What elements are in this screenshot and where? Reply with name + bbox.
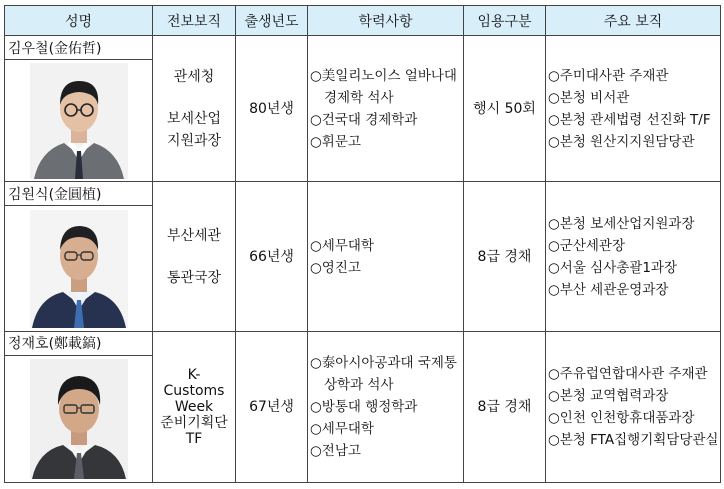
post-line: 관세청 xyxy=(173,68,215,85)
career-line: ○본청 비서관 xyxy=(548,89,630,106)
table-row xyxy=(5,36,721,60)
appointment-type: 8급 경채 xyxy=(464,182,546,331)
career-line: ○부산 세관운영과장 xyxy=(548,281,669,298)
education-line: ○휘문고 xyxy=(310,133,361,150)
post-line: TF xyxy=(185,430,203,447)
table-row xyxy=(5,182,721,206)
appointment-type: 8급 경채 xyxy=(464,331,546,482)
education-line: 경제학 석사 xyxy=(324,89,394,106)
personnel-table xyxy=(4,5,721,483)
education-line: ○전남고 xyxy=(310,442,361,459)
birth-year: 66년생 xyxy=(236,182,308,331)
person-name: 정재호(鄭載鎬) xyxy=(5,331,153,355)
career-cell xyxy=(546,182,721,331)
birth-year: 80년생 xyxy=(236,36,308,182)
post-line: K- xyxy=(187,366,201,383)
person-name: 김우철(金佑哲) xyxy=(5,36,153,60)
education-line: ○세무대학 xyxy=(310,237,374,254)
education-cell xyxy=(308,331,464,482)
career-line: ○본청 관세법령 선진화 T/F xyxy=(548,111,711,128)
portrait-icon xyxy=(30,63,128,179)
header-appointment: 임용구분 xyxy=(464,6,546,36)
post-cell xyxy=(153,331,236,482)
education-line: ○세무대학 xyxy=(310,420,374,437)
post-cell xyxy=(153,182,236,331)
header-name: 성명 xyxy=(5,6,153,36)
post-line: 통관국장 xyxy=(166,269,222,286)
education-cell xyxy=(308,36,464,182)
career-line: ○서울 심사총괄1과장 xyxy=(548,259,677,276)
portrait-icon xyxy=(30,210,128,328)
appointment-type: 행시 50회 xyxy=(464,36,546,182)
birth-year: 67년생 xyxy=(236,331,308,482)
career-line: ○본청 교역협력과장 xyxy=(548,387,669,404)
table-row xyxy=(5,331,721,355)
post-line: 부산세관 xyxy=(166,227,222,244)
career-line: ○군산세관장 xyxy=(548,237,625,254)
career-cell xyxy=(546,36,721,182)
career-line: ○본청 원산지지원담당관 xyxy=(548,133,695,150)
education-line: ○방통대 행정학과 xyxy=(310,398,418,415)
header-post: 전보보직 xyxy=(153,6,236,36)
career-line: ○인천 인천항휴대품과장 xyxy=(548,409,695,426)
education-line: 상학과 석사 xyxy=(324,376,394,393)
career-cell xyxy=(546,331,721,482)
post-line: Customs xyxy=(163,382,225,399)
portrait-icon xyxy=(30,359,128,479)
education-line: ○美일리노이스 얼바나대 xyxy=(310,67,457,84)
portrait-photo xyxy=(5,355,153,482)
education-line: ○泰아시아공과대 국제통 xyxy=(310,354,457,371)
career-line: ○주유럽연합대사관 주재관 xyxy=(548,365,708,382)
education-cell xyxy=(308,182,464,331)
portrait-photo xyxy=(5,206,153,331)
post-line: 준비기획단 xyxy=(160,414,228,431)
post-line: 지원과장 xyxy=(166,132,222,149)
header-birth: 출생년도 xyxy=(236,6,308,36)
portrait-photo xyxy=(5,60,153,182)
education-line: ○건국대 경제학과 xyxy=(310,111,418,128)
post-line: 보세산업 xyxy=(166,110,222,127)
post-line: Week xyxy=(174,398,214,415)
person-name: 김원식(金圓植) xyxy=(5,182,153,206)
career-line: ○본청 보세산업지원과장 xyxy=(548,215,695,232)
header-education: 학력사항 xyxy=(308,6,464,36)
career-line: ○본청 FTA집행기획담당관실 xyxy=(548,431,719,448)
career-line: ○주미대사관 주재관 xyxy=(548,67,669,84)
education-line: ○영진고 xyxy=(310,259,361,276)
header-row xyxy=(5,6,721,36)
post-cell xyxy=(153,36,236,182)
header-career: 주요 보직 xyxy=(546,6,721,36)
